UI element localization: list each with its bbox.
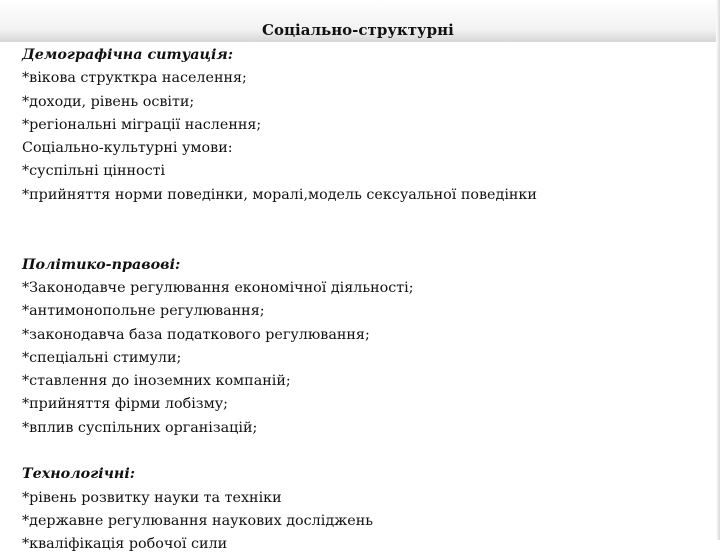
section-political-legal <box>22 254 712 440</box>
list-item: *рівень розвитку науки та техніки <box>22 489 282 506</box>
page-title: Соціально-структурні <box>262 21 454 39</box>
list-item: *спеціальні стимули; <box>22 349 182 366</box>
section-technological <box>22 463 712 556</box>
spacer <box>22 440 712 463</box>
list-item: *антимонопольне регулювання; <box>22 303 265 320</box>
section-heading: Демографічна ситуація: <box>22 47 234 63</box>
list-item: Соціально-культурні умови: <box>22 140 233 157</box>
section-demographic <box>22 44 712 207</box>
list-item: *регіональні міграції наслення; <box>22 116 262 133</box>
section-heading: Технологічні: <box>22 466 136 483</box>
spacer <box>22 207 712 230</box>
slide-content <box>22 44 712 557</box>
list-item: *ставлення до іноземних компаній; <box>22 373 291 390</box>
list-item: *державне регулювання наукових досліджень <box>22 512 374 529</box>
list-item: *прийняття норми поведінки, моралі,модель сексуальної поведінки <box>22 186 537 203</box>
list-item: *вплив суспільних організацій; <box>22 419 258 436</box>
section-heading: Політико-правові: <box>22 256 181 273</box>
right-edge-shade <box>716 0 720 540</box>
spacer <box>22 230 712 253</box>
list-item: *суспільні цінності <box>22 163 166 180</box>
list-item: *Законодавче регулювання економічної діяльності; <box>22 279 414 296</box>
list-item: *доходи, рівень освіти; <box>22 93 195 110</box>
list-item: *законодавча база податкового регулювання; <box>22 326 370 343</box>
list-item: *кваліфікація робочої сили <box>22 536 228 553</box>
list-item: *вікова структкра населення; <box>22 70 247 87</box>
list-item: *прийняття фірми лобізму; <box>22 396 228 413</box>
